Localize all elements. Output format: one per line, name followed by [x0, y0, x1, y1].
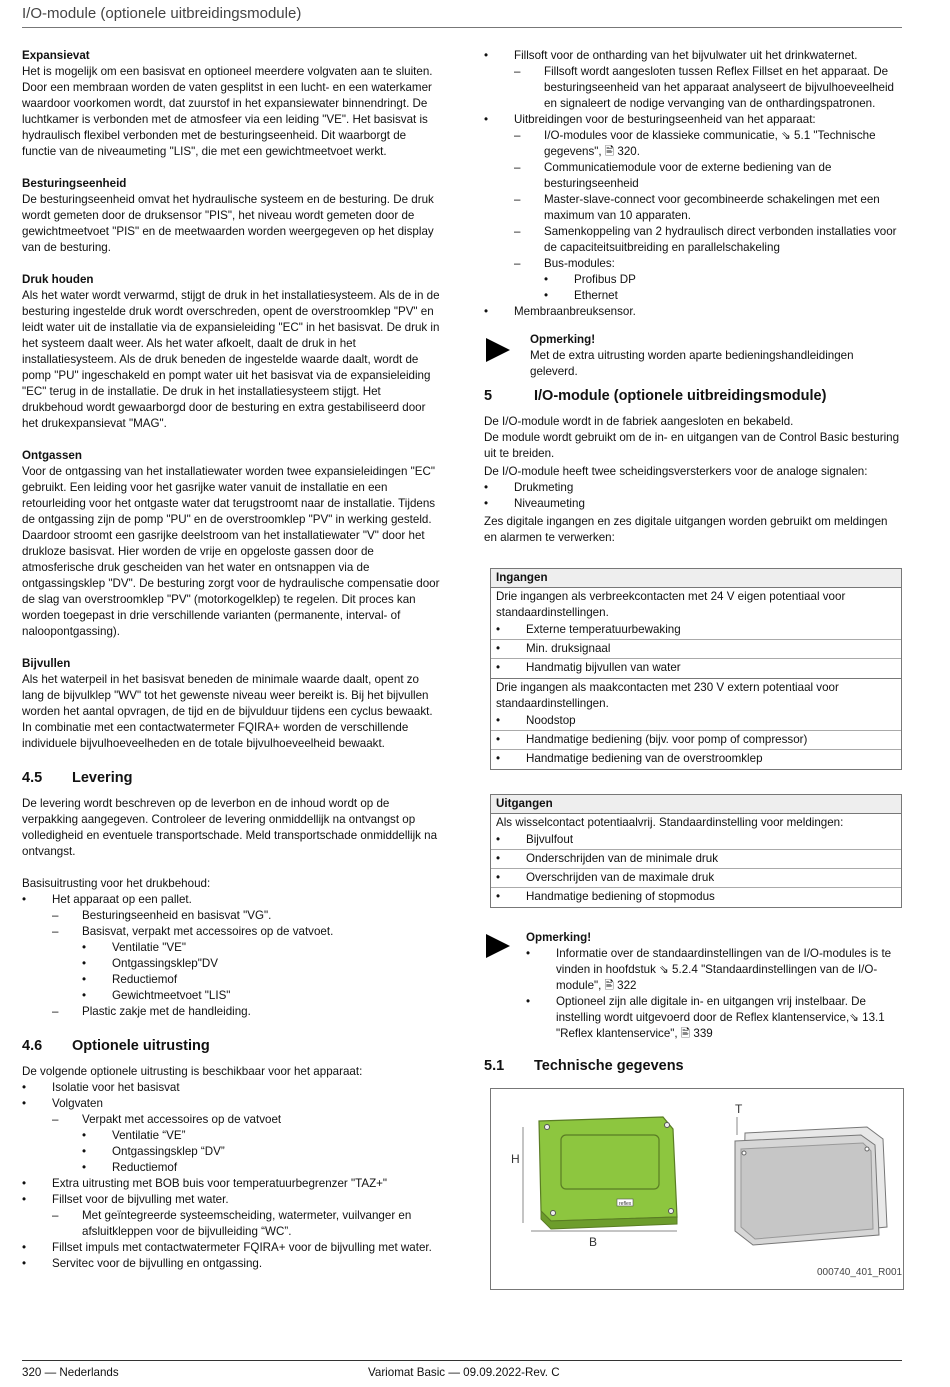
list-item [22, 940, 440, 956]
list-item [491, 887, 901, 906]
list-item [484, 288, 902, 304]
section-bijvullen [22, 656, 440, 752]
list-item-text: Ethernet [574, 289, 618, 302]
bullet: • [82, 1145, 87, 1158]
bullet: • [496, 890, 501, 903]
list-item [484, 480, 902, 496]
bullet: • [82, 941, 87, 954]
bullet: – [52, 1113, 59, 1126]
list-item-text: Handmatig bijvullen van water [526, 661, 681, 674]
green-module-body [539, 1117, 677, 1221]
bullet: – [514, 161, 521, 174]
text-s5-4: Zes digitale ingangen en zes digitale uitgangen worden gebruikt om meldingen en alarmen te verwerken: [484, 515, 888, 544]
list-item [491, 749, 901, 768]
page-header: I/O-module (optionele uitbreidingsmodule) [22, 6, 902, 28]
list-signalen [484, 480, 902, 512]
note-heading: Opmerking! [526, 931, 592, 944]
table-cell [491, 588, 902, 679]
bullet: – [52, 1005, 59, 1018]
list-item-text: Basisvat, verpakt met accessoires op de vatvoet. [82, 925, 334, 938]
list-item [484, 128, 902, 160]
bullet: • [496, 714, 501, 727]
bullet: • [496, 661, 501, 674]
heading-expansievat: Expansievat [22, 49, 90, 62]
uitgangen-group: Als wisselcontact potentiaalvrij. Standaardinstelling voor meldingen: [496, 816, 844, 829]
section-expansievat [22, 48, 440, 160]
list-optioneel [22, 1080, 440, 1272]
bullet: • [496, 833, 501, 846]
bullet: • [22, 1257, 27, 1270]
list-item-text: Fillset voor de bijvulling met water. [52, 1193, 229, 1206]
bullet: – [514, 129, 521, 142]
note-2 [484, 930, 902, 1042]
list-item-text: Min. druksignaal [526, 642, 611, 655]
text-s5-3: De I/O-module heeft twee scheidingsversterkers voor de analoge signalen: [484, 465, 868, 478]
heading-druk: Druk houden [22, 273, 94, 286]
list-item-text: Onderschrijden van de minimale druk [526, 852, 719, 865]
section-title: Optionele uitrusting [72, 1038, 210, 1054]
text-s5-2: De module wordt gebruikt om de in- en uitgangen van de Control Basic besturing uit te breiden. [484, 431, 900, 460]
list-item [491, 658, 901, 677]
bullet: • [22, 1081, 27, 1094]
ingangen-group-2: Drie ingangen als maakcontacten met 230 V extern potentiaal voor standaardinstellingen. [496, 681, 839, 710]
heading-bijvullen: Bijvullen [22, 657, 71, 670]
bullet: • [82, 1161, 87, 1174]
note-1 [484, 332, 902, 380]
table-cell [491, 814, 902, 908]
section-number: 4.5 [22, 770, 43, 786]
note-item [526, 994, 902, 1042]
list-item [484, 192, 902, 224]
list-item [484, 64, 902, 112]
text-bijvullen: Als het waterpeil in het basisvat beneden de minimale waarde daalt, opent zo lang de bijvulklep "WV" tot het gewenste niveau weer bereikt is. Bij het bijvullen worden het aantal opvragen, de tijd en de bijvulduur tijdens een cyclus bewaakt. In combinatie met een contactwatermeter FQIRA+ worden de verschillende individuele bijvulhoeveelheden en de totale bijvulhoeveelheid bewaakt. [22, 673, 433, 750]
bullet: – [514, 65, 521, 78]
text-besturing: De besturingseenheid omvat het hydraulische systeem en de besturing. De druk wordt gemeten door de druksensor "PIS", het niveau wordt gemeten door de gewichtmeetvoet "PIS" en de meetwaarden worden weergegeven op het display van de besturing. [22, 193, 434, 254]
note-item [526, 946, 902, 994]
list-item-text: Reductiemof [112, 973, 178, 986]
table-header: Uitgangen [491, 795, 902, 814]
list-item [22, 1208, 440, 1240]
list-item-text: Verpakt met accessoires op de vatvoet [82, 1113, 282, 1126]
list-item [484, 304, 902, 320]
text-expansievat: Het is mogelijk om een basisvat en optioneel meerdere volgvaten aan te sluiten. Door een membraan worden de vaten gesplitst in een lucht- en een waterkamer waardoor voorkomen wordt, dat zuurstof in het expansiewater binnendringt. De luchtkamer is verbonden met de atmosfeer via een leiding "VE". Het basisvat is hydraulisch flexibel verbonden met de besturingseenheid. Dit waarborgt de functie van de niveaumeting "LIS", die met een gewichtmeetvoet werkt. [22, 65, 433, 158]
section-title-5 [484, 388, 902, 404]
bullet: • [526, 947, 531, 960]
footer-page: 320 — Nederlands [22, 1366, 119, 1379]
list-item-text: Ventilatie "VE" [112, 941, 186, 954]
list-item [22, 924, 440, 940]
list-item-text: I/O-modules voor de klassieke communicatie, ⇘ 5.1 "Technische gegevens", 🖹 320. [544, 129, 876, 158]
bullet: • [526, 995, 531, 1008]
list-item [484, 112, 902, 128]
io-module-figure [490, 1088, 904, 1290]
table-cell [491, 679, 902, 770]
dimension-h: H [511, 1152, 520, 1166]
list-item [491, 868, 901, 887]
io-module-illustration [491, 1089, 903, 1289]
list-item-text: Extra uitrusting met BOB buis voor temperatuurbegrenzer "TAZ+" [52, 1177, 388, 1190]
list-item [491, 831, 901, 849]
list-ingangen-1 [491, 621, 901, 677]
table-ingangen [490, 568, 902, 770]
list-uitbreidingen [484, 48, 902, 320]
text-optioneel: De volgende optionele uitrusting is beschikbaar voor het apparaat: [22, 1065, 363, 1078]
list-item-text: Reductiemof [112, 1161, 178, 1174]
list-item-text: Externe temperatuurbewaking [526, 623, 681, 636]
list-item [22, 956, 440, 972]
page-footer [22, 1360, 902, 1381]
list-item [22, 1004, 440, 1020]
list-item-text: Isolatie voor het basisvat [52, 1081, 180, 1094]
bullet: • [484, 497, 489, 510]
list-item-text: Het apparaat op een pallet. [52, 893, 192, 906]
list-item-text: Servitec voor de bijvulling en ontgassing. [52, 1257, 263, 1270]
list-item-text: Handmatige bediening (bijv. voor pomp of compressor) [526, 733, 808, 746]
bullet: • [496, 871, 501, 884]
ingangen-group-1: Drie ingangen als verbreekcontacten met 24 V eigen potentiaal voor standaardinstellingen. [496, 590, 846, 619]
section-besturing [22, 176, 440, 256]
section-number: 4.6 [22, 1038, 43, 1054]
list-item-text: Besturingseenheid en basisvat "VG". [82, 909, 272, 922]
list-item [491, 621, 901, 639]
bullet: • [496, 733, 501, 746]
note-heading: Opmerking! [530, 333, 596, 346]
list-item [22, 1256, 440, 1272]
bullet: • [82, 989, 87, 1002]
text-druk: Als het water wordt verwarmd, stijgt de druk in het installatiesysteem. Als de in de besturing ingestelde druk wordt overschreden, opent de overstroomklep "PV" en leidt water uit de installatie via de expansieleiding "EC" in het basisvat. De druk in het systeem daalt weer. Als het water afkoelt, daalt de druk in het installatiesysteem. Als de druk beneden de ingestelde waarde daalt, wordt de pomp "PU" ingeschakeld en pompt water uit het basisvat via de expansieleiding "EC" terug in de installatie. De druk in het installatiesysteem stijgt. Het drukbehoud wordt gewaarborgd door de besturing en extra gestabiliseerd door het drukexpansievat "MAG". [22, 289, 440, 430]
list-item-text: Ontgassingsklep"DV [112, 957, 218, 970]
dimension-b: B [589, 1235, 598, 1249]
list-item-text: Gewichtmeetvoet "LIS" [112, 989, 231, 1002]
list-item-text: Handmatige bediening of stopmodus [526, 890, 715, 903]
note-item-text: Informatie over de standaardinstellingen van de I/O-modules is te vinden in hoofdstuk ⇘ 5.2.4 "Standaardinstellingen van de I/O-module", 🖹 322 [556, 947, 892, 992]
list-levering [22, 892, 440, 1020]
section-title: I/O-module (optionele uitbreidingsmodule) [534, 388, 827, 404]
bullet: • [496, 642, 501, 655]
bullet: – [52, 925, 59, 938]
list-item [484, 272, 902, 288]
list-item-text: Drukmeting [514, 481, 574, 494]
footer-doc: Variomat Basic — 09.09.2022-Rev. C [368, 1366, 560, 1379]
table-uitgangen [490, 794, 902, 908]
bullet: • [22, 1097, 27, 1110]
list-item [491, 712, 901, 730]
list-item-text: Communicatiemodule voor de externe bediening van de besturingseenheid [544, 161, 832, 190]
list-item-text: Samenkoppeling van 2 hydraulisch direct verbonden installaties voor de capaciteitsuitbreiding en parallelschakeling [544, 225, 897, 254]
table-header: Ingangen [491, 569, 902, 588]
section-druk [22, 272, 440, 432]
section-title-4-6 [22, 1038, 440, 1054]
note-item-text: Optioneel zijn alle digitale in- en uitgangen vrij instelbaar. De instelling wordt uitgevoerd door de Reflex klantenservice,⇘ 13.1 "Reflex klantenservice", 🖹 339 [556, 995, 885, 1040]
note-text: Met de extra uitrusting worden aparte bedieningshandleidingen geleverd. [530, 349, 854, 378]
note-arrow-icon [486, 338, 510, 362]
list-item [484, 224, 902, 256]
bullet: – [514, 257, 521, 270]
bullet: • [544, 273, 549, 286]
left-column [22, 48, 440, 1272]
note-list [526, 946, 902, 1042]
text-basisuitrusting: Basisuitrusting voor het drukbehoud: [22, 877, 211, 890]
bullet: – [514, 225, 521, 238]
text-levering: De levering wordt beschreven op de leverbon en de inhoud wordt op de verpakking aangegeven. Controleer de levering onmiddellijk na ontvangst op volledigheid en eventuele transportschade. Meld transportschade onmiddellijk na ontvangst. [22, 797, 438, 858]
list-item [22, 1096, 440, 1112]
bullet: • [484, 113, 489, 126]
bullet: • [82, 1129, 87, 1142]
list-uitgangen [491, 831, 901, 906]
list-item-text: Bus-modules: [544, 257, 615, 270]
figure-code: 000740_401_R001 [817, 1267, 903, 1278]
list-item [484, 256, 902, 272]
list-ingangen-2 [491, 712, 901, 768]
bullet: • [544, 289, 549, 302]
list-item [484, 160, 902, 192]
list-item [491, 849, 901, 868]
bullet: • [82, 957, 87, 970]
list-item [22, 1080, 440, 1096]
bullet: • [22, 1193, 27, 1206]
bullet: – [52, 1209, 59, 1222]
section-title: Levering [72, 770, 133, 786]
list-item-text: Master-slave-connect voor gecombineerde schakelingen met een maximum van 10 apparaten. [544, 193, 880, 222]
section-title-4-5 [22, 770, 440, 786]
bullet: • [496, 852, 501, 865]
list-item [22, 1160, 440, 1176]
list-item-text: Bijvulfout [526, 833, 574, 846]
bullet: • [82, 973, 87, 986]
list-item-text: Overschrijden van de maximale druk [526, 871, 715, 884]
bullet: – [52, 909, 59, 922]
list-item-text: Volgvaten [52, 1097, 103, 1110]
list-item [22, 892, 440, 908]
bullet: • [22, 1241, 27, 1254]
heading-besturing: Besturingseenheid [22, 177, 127, 190]
list-item [484, 48, 902, 64]
list-item-text: Fillsoft wordt aangesloten tussen Reflex Fillset en het apparaat. De besturingseenheid van het apparaat analyseert de bijvulhoeveelheid en signaleert de nodige vervanging van de onthardingspatronen. [544, 65, 894, 110]
list-item [22, 972, 440, 988]
section-number: 5.1 [484, 1058, 505, 1074]
list-item-text: Ontgassingsklep “DV” [112, 1145, 225, 1158]
dimension-t: T [735, 1102, 743, 1116]
list-item [22, 1112, 440, 1128]
right-column [484, 48, 902, 1290]
list-item [22, 1192, 440, 1208]
brand-logo: reflex [619, 1201, 632, 1207]
list-item-text: Niveaumeting [514, 497, 585, 510]
bullet: • [484, 305, 489, 318]
list-item [22, 1176, 440, 1192]
section-ontgassen [22, 448, 440, 640]
list-item-text: Fillsoft voor de ontharding van het bijvulwater uit het drinkwaternet. [514, 49, 858, 62]
bullet: • [496, 752, 501, 765]
list-item [22, 908, 440, 924]
list-item [22, 1240, 440, 1256]
note-arrow-icon [486, 934, 510, 958]
list-item [491, 639, 901, 658]
list-item [22, 1128, 440, 1144]
bullet: • [22, 1177, 27, 1190]
list-item-text: Ventilatie “VE” [112, 1129, 186, 1142]
list-item-text: Handmatige bediening van de overstroomklep [526, 752, 763, 765]
list-item-text: Uitbreidingen voor de besturingseenheid van het apparaat: [514, 113, 816, 126]
bullet: – [514, 193, 521, 206]
list-item [484, 496, 902, 512]
list-item [491, 730, 901, 749]
section-title: Technische gegevens [534, 1058, 684, 1074]
list-item-text: Profibus DP [574, 273, 636, 286]
list-item-text: Noodstop [526, 714, 576, 727]
list-item [22, 1144, 440, 1160]
heading-ontgassen: Ontgassen [22, 449, 82, 462]
bullet: • [484, 49, 489, 62]
bullet: • [22, 893, 27, 906]
text-ontgassen: Voor de ontgassing van het installatiewater worden twee expansieleidingen "EC" gebruikt. Een leiding voor het gasrijke water vanuit de installatie en een retourleiding voor het ontgaste water dat terugstroomt naar de installatie. Tijdens de ontgassing zijn de pomp "PU" en de overstroomklep "PV" in werking gesteld. Daardoor stroomt een gasrijke deelstroom van het installatiewater "V" door het drukloze basisvat. Hier worden de vrije en opgeloste gassen door de atmosferische druk gescheiden van het water en ontsnappen via de ontgassingsklep "DV". De besturing zorgt voor de hydraulische compensatie door de slag van overstroomklep "PV" (motorkogelklep) te regelen. Dit proces kan worden toegepast in drie verschillende varianten (permanente, interval- of naloopontgassing). [22, 465, 440, 638]
list-item [22, 988, 440, 1004]
bullet: • [496, 623, 501, 636]
list-item-text: Plastic zakje met de handleiding. [82, 1005, 251, 1018]
section-title-5-1 [484, 1058, 902, 1074]
list-item-text: Met geïntegreerde systeemscheiding, watermeter, vuilvanger en afsluitkleppen voor de bijvulleiding “WC”. [82, 1209, 412, 1238]
list-item-text: Membraanbreuksensor. [514, 305, 636, 318]
text-s5-1: De I/O-module wordt in de fabriek aangesloten en bekabeld. [484, 415, 794, 428]
list-item-text: Fillset impuls met contactwatermeter FQIRA+ voor de bijvulling met water. [52, 1241, 432, 1254]
bullet: • [484, 481, 489, 494]
section-number: 5 [484, 388, 493, 404]
